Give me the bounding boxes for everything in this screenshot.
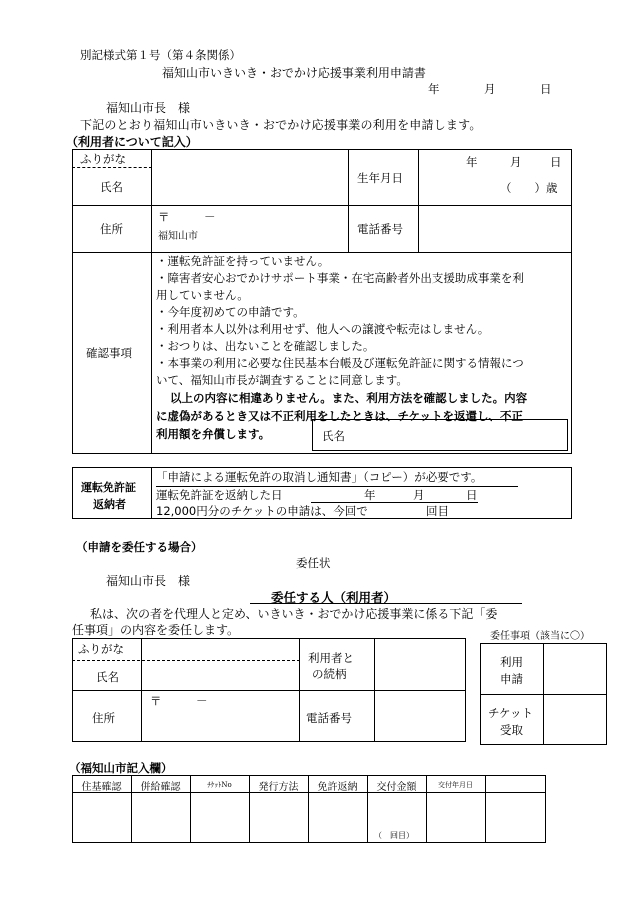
- agent-postal-mark: 〒 －: [150, 694, 208, 708]
- city-use-label: （福知山市記入欄）: [69, 761, 173, 775]
- col-header: 発行方法: [258, 782, 299, 793]
- count-note: （ 回目）: [374, 831, 414, 840]
- addressee: 福知山市長 様: [106, 101, 191, 115]
- ticket-count-suffix: 回目: [426, 504, 449, 518]
- delegate-text: 私は、次の者を代理人と定め、いきいき・おでかけ応援事業に係る下記「委: [90, 607, 498, 621]
- col-header: 交付年月日: [438, 781, 473, 789]
- license-return-date-field[interactable]: [311, 488, 478, 502]
- col-header: 併給確認: [140, 782, 181, 793]
- agent-furigana-label: ふりがな: [78, 642, 124, 656]
- address-label: 住所: [100, 222, 123, 236]
- birth-month: 月: [510, 155, 522, 169]
- agent-phone-field[interactable]: [375, 691, 465, 741]
- date-month: 月: [484, 82, 496, 96]
- confirm-line: ・今年度初めての申請です。: [156, 305, 305, 319]
- relation-field[interactable]: [375, 639, 465, 689]
- license-note: 「申請による運転免許の取消し通知書」（コピー）が必要です。: [156, 470, 483, 484]
- date-day: 日: [540, 82, 552, 96]
- phone-label: 電話番号: [357, 222, 403, 236]
- name-label: 氏名: [100, 180, 123, 194]
- ticket-count-label: 12,000円分のチケットの申請は、今回で: [156, 504, 368, 518]
- license-label: 運転免許証: [81, 481, 136, 494]
- confirm-line: ・障害者安心おでかけサポート事業・在宅高齢者外出支援助成事業を利: [156, 271, 524, 285]
- license-year: 年: [364, 488, 376, 502]
- item-ticket-checkbox[interactable]: [544, 695, 606, 744]
- license-day: 日: [466, 488, 478, 502]
- birth-year: 年: [466, 155, 478, 169]
- intro-text: 下記のとおり福知山市いきいき・おでかけ応援事業の利用を申請します。: [80, 118, 482, 132]
- confirm-line: ・利用者本人以外は利用せず、他人への譲渡や転売はしません。: [156, 322, 490, 336]
- name-field[interactable]: [152, 150, 348, 204]
- relation-label: 利用者と: [308, 651, 354, 665]
- confirm-line: 用していません。: [156, 288, 249, 302]
- page-title: 福知山市いきいき・おでかけ応援事業利用申請書: [162, 66, 426, 80]
- form-number: 別記様式第１号（第４条関係）: [80, 48, 241, 62]
- item-use-checkbox[interactable]: [544, 644, 606, 693]
- item-use-label-2: 申請: [500, 672, 523, 686]
- delegate-title: 委任状: [296, 556, 331, 570]
- delegate-text: 任事項」の内容を委任します。: [72, 623, 240, 637]
- birthdate-label: 生年月日: [357, 171, 403, 185]
- agent-name-label: 氏名: [96, 670, 119, 684]
- confirm-line: ・本事業の利用に必要な住民基本台帳及び運転免許証に関する情報につ: [156, 356, 524, 370]
- signature-label: 氏名: [322, 429, 345, 443]
- col-header: 交付金額: [376, 782, 417, 793]
- item-ticket-label-2: 受取: [500, 723, 523, 737]
- col-header: ﾁｹｯﾄNo: [207, 781, 232, 789]
- birth-day: 日: [550, 155, 562, 169]
- age-field[interactable]: （ ）歳: [500, 181, 558, 195]
- confirm-line: いて、福知山市長が調査することに同意します。: [156, 373, 408, 387]
- date-year: 年: [428, 82, 440, 96]
- confirm-line: ・おつりは、出ないことを確認しました。: [156, 339, 375, 353]
- agent-name-field[interactable]: [142, 639, 299, 689]
- confirm-label: 確認事項: [86, 346, 132, 360]
- postal-mark: 〒 －: [158, 210, 216, 224]
- delegate-items-label: 委任事項（該当に〇）: [490, 631, 590, 642]
- phone-field[interactable]: [419, 206, 571, 251]
- license-label-2: 返納者: [93, 498, 126, 511]
- city-name: 福知山市: [158, 231, 198, 242]
- license-return-date-label: 運転免許証を返納した日: [156, 488, 283, 502]
- delegate-addressee: 福知山市長 様: [106, 574, 191, 588]
- item-ticket-label: チケット: [488, 706, 533, 720]
- pledge-line: 以上の内容に相違ありません。また、利用方法を確認しました。内容: [170, 391, 528, 405]
- agent-phone-label: 電話番号: [306, 711, 352, 725]
- confirm-line: ・運転免許証を持っていません。: [156, 254, 330, 268]
- license-month: 月: [413, 488, 425, 502]
- item-use-label: 利用: [500, 655, 523, 669]
- ticket-count-field[interactable]: [386, 504, 426, 518]
- col-header: 免許返納: [317, 782, 358, 793]
- pledge-line: に虚偽があるとき又は不正利用をしたときは、チケットを返還し、不正: [156, 409, 523, 423]
- agent-address-label: 住所: [92, 711, 115, 725]
- relation-label-2: の続柄: [312, 667, 347, 681]
- user-section-label: （利用者について記入）: [66, 135, 198, 149]
- signature-field[interactable]: [312, 419, 568, 451]
- delegate-section-label: （申請を委任する場合）: [76, 540, 203, 554]
- col-header: 住基確認: [81, 782, 122, 793]
- furigana-label: ふりがな: [80, 152, 126, 166]
- pledge-line: 利用額を弁償します。: [156, 427, 271, 441]
- delegator-heading: 委任する人（利用者）: [271, 590, 397, 605]
